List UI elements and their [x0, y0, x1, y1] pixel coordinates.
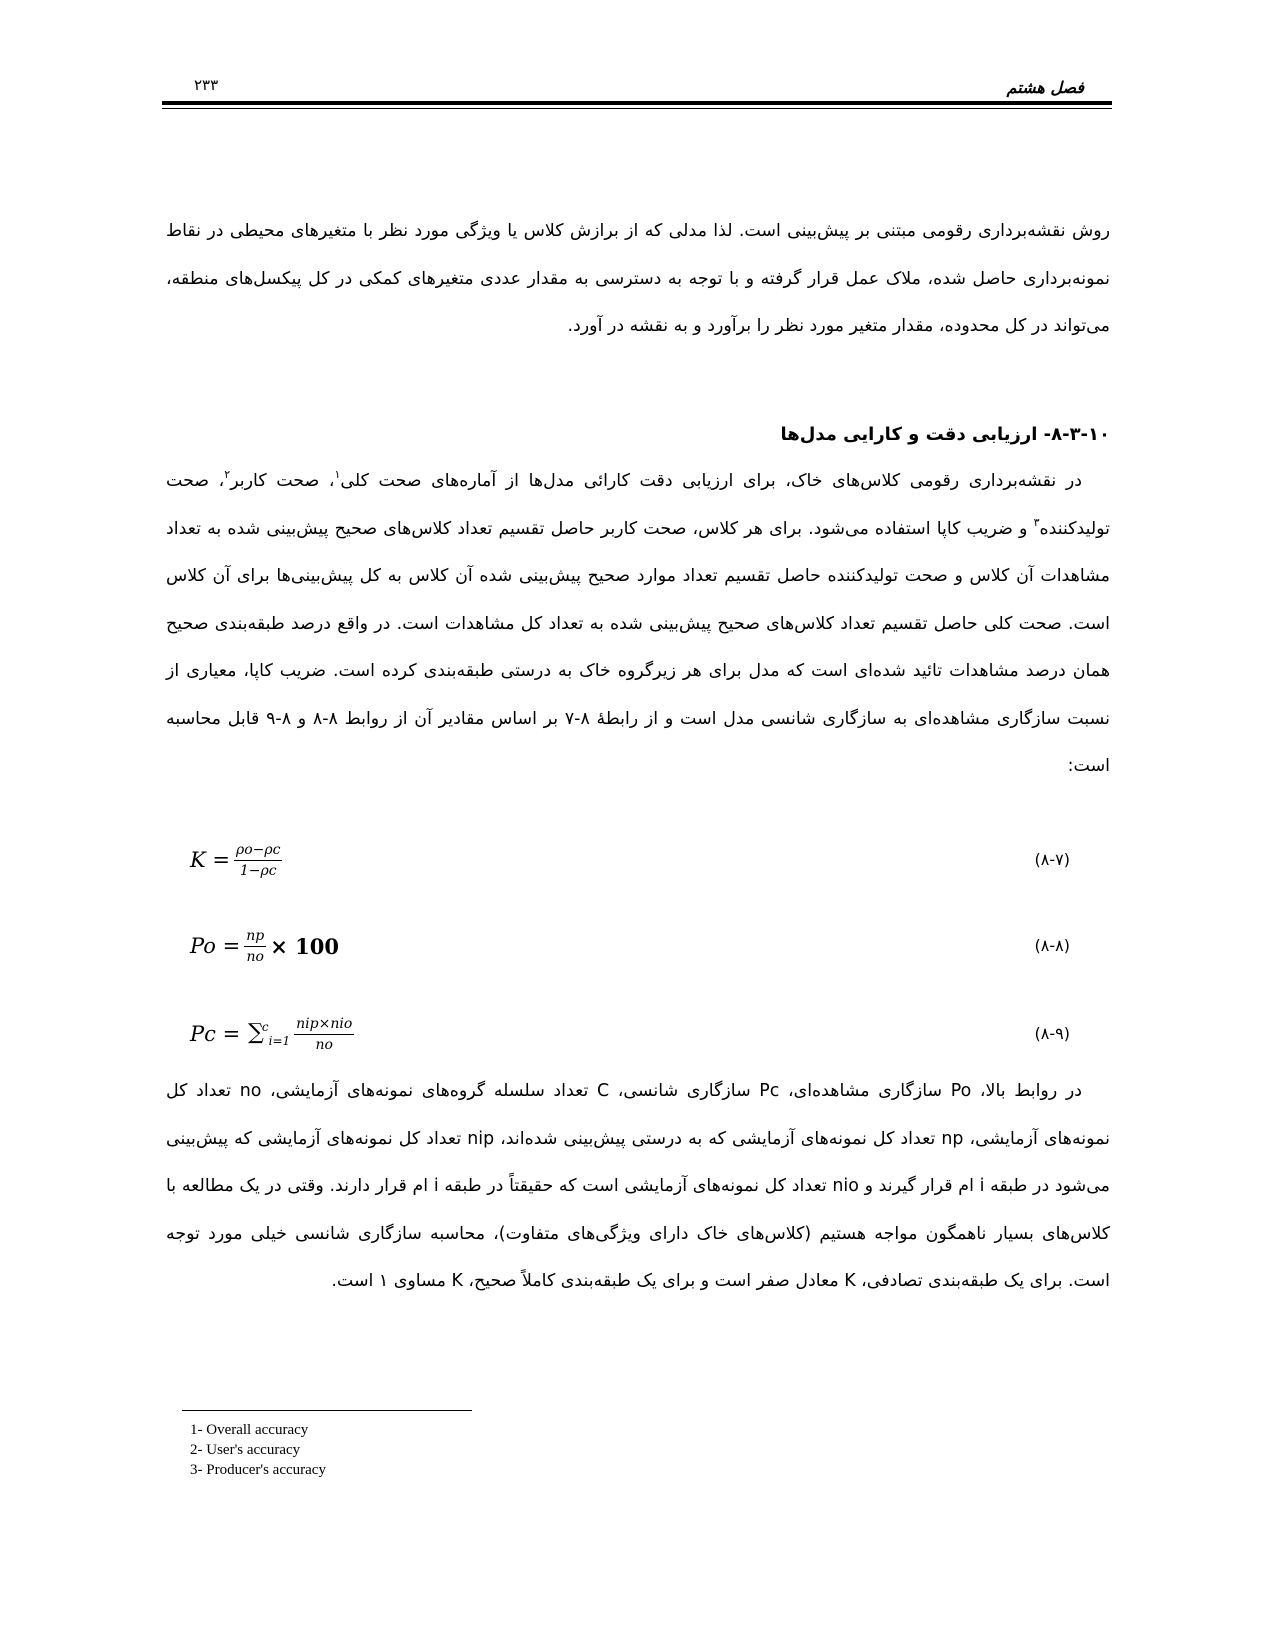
equation-kappa-number: (۸-۷): [1034, 850, 1070, 869]
definitions-paragraph: در روابط بالا، Po سازگاری مشاهده‌ای، Pc سازگاری شانسی، C تعداد سلسله گروه‌های نمونه‌های آزمایشی، no تعداد کل نمونه‌های آزمایشی، np تعداد کل نمونه‌های آزمایشی که به درستی پیش‌بینی شده‌اند، nip تعداد کل نمونه‌های آزمایشی که پیش‌بینی می‌شود در طبقه i ام قرار گیرند و nio تعداد کل نمونه‌های آزمایشی است که حقیقتاً در طبقه i ام قرار دارند. وقتی در یک مطالعه با کلاس‌های بسیار ناهمگون مواجه هستیم (کلاس‌های خاک دارای ویژگی‌های متفاوت)، محاسبه سازگاری شانسی خیلی مورد توجه است. برای یک طبقه‌بندی تصادفی، K معادل صفر است و برای یک طبقه‌بندی کاملاً صحیح، K مساوی ۱ است.: [166, 1081, 1111, 1291]
equation-kappa: [190, 832, 1070, 888]
equation-kappa-lhs: K =: [190, 848, 230, 872]
footnote-1: 1- Overall accuracy: [190, 1422, 309, 1438]
sigma-upper-limit: c: [261, 1020, 269, 1034]
equation-po-suffix: × 100: [270, 933, 339, 959]
accuracy-text-4: و ضریب کاپا استفاده می‌شود. برای هر کلاس، صحت کاربر حاصل تقسیم تعداد کلاس‌های صحیح پیش‌بینی شده به تعداد مشاهدات آن کلاس و صحت تولیدکننده حاصل تقسیم تعداد موارد صحیح پیش‌بینی شده آن کلاس به کل پیش‌بینی‌ها برای آن کلاس است. صحت کلی حاصل تقسیم تعداد کلاس‌های صحیح پیش‌بینی شده به تعداد کل مشاهدات است. در واقع درصد طبقه‌بندی صحیح همان درصد مشاهدات تائید شده‌ای است که مدل برای هر زیرگروه خاک به درستی طبقه‌بندی کرده است. ضریب کاپا، معیاری از نسبت سازگاری مشاهده‌ای به سازگاری شانسی مدل است و از رابطهٔ ۸-۷ بر اساس مقادیر آن از روابط ۸-۸ و ۸-۹ قابل محاسبه است:: [166, 518, 1110, 776]
intro-paragraph: روش نقشه‌برداری رقومی مبتنی بر پیش‌بینی است. لذا مدلی که از برازش کلاس یا ویژگی مورد نظر با متغیرهای محیطی در نقاط نمونه‌برداری حاصل شده، ملاک عمل قرار گرفته و با توجه به دسترسی به مقدار عددی متغیرهای کمکی در کل پیکسل‌های منطقه، می‌تواند در کل محدوده، مقدار متغیر مورد نظر را برآورد و به نقشه در آورد.: [166, 221, 1110, 336]
equation-pc-sum: [248, 1020, 290, 1048]
equation-pc-formula: [190, 1006, 358, 1062]
footnote-3: 3- Producer's accuracy: [190, 1462, 326, 1478]
footnote-ref-3: ۳: [1033, 515, 1040, 529]
header-rule-thick: [162, 101, 1112, 105]
accuracy-paragraph: [166, 458, 1110, 791]
equation-po-numerator: np: [244, 927, 266, 947]
footnotes: [190, 1420, 326, 1480]
footnote-ref-2: ۲: [224, 468, 231, 481]
equation-kappa-formula: [190, 832, 286, 888]
header-rule-thin: [162, 108, 1112, 109]
equation-pc-denominator: no: [315, 1036, 333, 1053]
equation-kappa-fraction: [234, 841, 282, 880]
accuracy-text-2: ، صحت کاربر: [230, 471, 335, 491]
equation-pc-number: (۸-۹): [1034, 1024, 1070, 1043]
accuracy-text-1: در نقشه‌برداری رقومی کلاس‌های خاک، برای ارزیابی دقت کارائی مدل‌ها از آماره‌های صحت کلی: [340, 471, 1083, 491]
equation-po: [190, 918, 1070, 974]
equation-po-lhs: Po =: [190, 934, 241, 958]
equation-po-fraction: [244, 927, 266, 966]
equation-pc-numerator: nip×nio: [294, 1015, 354, 1035]
equation-pc-lhs: Pc =: [190, 1022, 241, 1046]
footnote-2: 2- User's accuracy: [190, 1442, 301, 1458]
equation-po-denominator: no: [246, 948, 264, 965]
page-number: ۲۳۳: [194, 76, 219, 94]
section-heading: ۸-۳-۱۰- ارزیابی دقت و کارایی مدل‌ها: [780, 424, 1110, 445]
equation-pc-fraction: [294, 1015, 354, 1054]
sigma-symbol: ∑: [248, 1020, 264, 1045]
equation-kappa-numerator: ρo−ρc: [234, 841, 282, 861]
accuracy-text-3: ، صحت تولیدکننده: [166, 471, 1110, 539]
equation-kappa-denominator: 1−ρc: [239, 862, 277, 879]
footnote-separator: [182, 1410, 472, 1411]
sigma-lower-limit: i=1: [268, 1034, 291, 1048]
equation-po-number: (۸-۸): [1034, 936, 1070, 955]
footnote-ref-1: ۱: [334, 468, 341, 481]
chapter-title: فصل هشتم: [1006, 78, 1084, 97]
equation-po-formula: [190, 918, 339, 974]
equation-pc: [190, 1006, 1070, 1062]
